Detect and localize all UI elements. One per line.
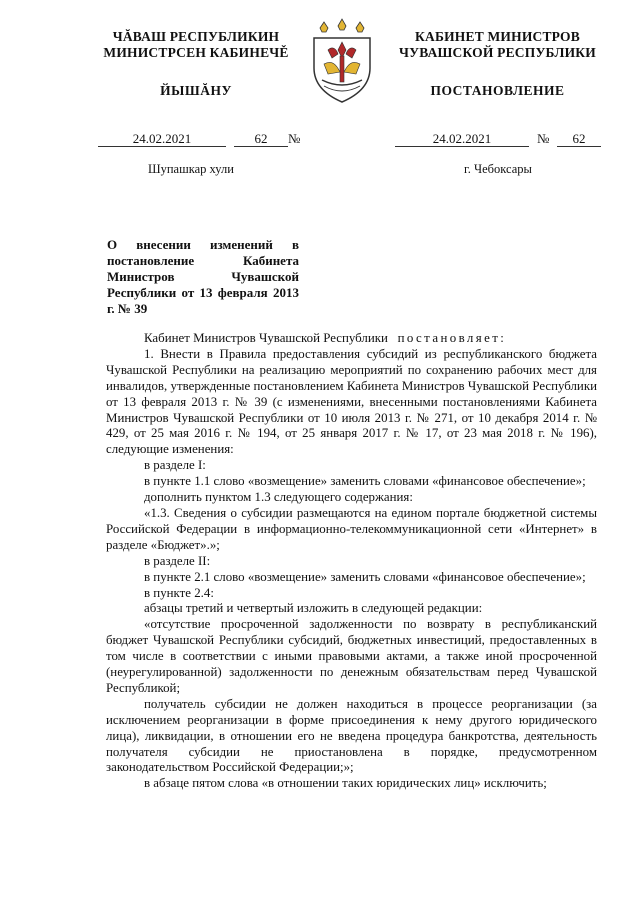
doc-type-chuvash: ЙЫШĂНУ: [160, 83, 232, 98]
body-paragraph: в разделе I:: [144, 458, 206, 473]
number-field-left: 62: [234, 131, 288, 147]
body-paragraph: в абзаце пятом слова «в отношении таких юридических лиц» исключить;: [144, 776, 547, 791]
document-body: [106, 331, 597, 792]
body-paragraph: в пункте 1.1 слово «возмещение» заменить словами «финансовое обеспечение»;: [144, 474, 586, 489]
org-name-russian-line2: ЧУВАШСКОЙ РЕСПУБЛИКИ: [399, 45, 596, 60]
date-number-line-left: [98, 131, 318, 147]
body-paragraph: в разделе II:: [144, 553, 211, 568]
document-subject: О внесении изменений в постановление Кабинета Министров Чувашской Республики от 13 февраля 2013 г. № 39: [107, 237, 299, 316]
date-field-left: 24.02.2021: [98, 131, 226, 147]
body-paragraph: получатель субсидии не должен находиться в процессе реорганизации (за исключением реорганизации в форме присоединения к нему другого юридического лица), ликвидации, в отношении его не введена процедура банкротства, деятельность получателя субсидии не приостановлена в порядке, предусмотренном законодательством Российской Федерации;»;: [106, 696, 597, 775]
body-paragraph: абзацы третий и четвертый изложить в следующей редакции:: [144, 601, 483, 616]
body-paragraph: в пункте 2.1 слово «возмещение» заменить словами «финансовое обеспечение»;: [144, 569, 586, 584]
body-paragraph: в пункте 2.4:: [144, 585, 214, 600]
number-sign-left: №: [288, 131, 301, 146]
intro-paragraph: [106, 331, 597, 347]
date-number-line-right: [395, 131, 620, 147]
body-paragraph: «1.3. Сведения о субсидии размещаются на едином портале бюджетной системы Российской Федерации в информационно-телекоммуникационной сети «Интернет» в разделе «Бюджет».»;: [106, 505, 597, 552]
intro-text: Кабинет Министров Чувашской Республики: [144, 331, 388, 345]
city-chuvash: Шупашкар хули: [148, 162, 234, 176]
number-field-right: 62: [557, 131, 601, 147]
org-name-russian-line1: КАБИНЕТ МИНИСТРОВ: [415, 29, 580, 44]
header-left: [100, 29, 292, 99]
intro-spaced-word: постановляет:: [397, 331, 507, 345]
org-name-chuvash-line1: ЧĂВАШ РЕСПУБЛИКИН: [112, 29, 280, 44]
chuvash-coat-of-arms-icon: [302, 16, 382, 110]
body-paragraph: «отсутствие просроченной задолженности по возврату в республиканский бюджет Чувашской Республики субсидий, бюджетных инвестиций, предоставленных в том числе в соответствии с иными правовыми актами, а также иной просроченной (неурегулированной) задолженности по денежным обязательствам перед Чувашской Республикой;: [106, 617, 597, 695]
body-paragraph: дополнить пунктом 1.3 следующего содержания:: [144, 490, 413, 505]
org-name-chuvash-line2: МИНИСТРСЕН КАБИНЕЧĚ: [103, 45, 289, 60]
body-paragraph: 1. Внести в Правила предоставления субсидий из республиканского бюджета Чувашской Республики на реализацию мероприятий по сохранению рабочих мест для инвалидов, утвержденные постановлением Кабинета Министров Чувашской Республики от 13 февраля 2013 г. № 39 (с изменениями, внесенными постановлениями Кабинета Министров Чувашской Республики от 10 июля 2013 г. № 271, от 10 декабря 2014 г. № 429, от 25 мая 2016 г. № 194, от 25 января 2017 г. № 17, от 23 мая 2018 г. № 196), следующие изменения:: [106, 346, 597, 457]
city-russian: г. Чебоксары: [464, 162, 532, 176]
number-sign-right: №: [537, 131, 550, 146]
header-right: [385, 29, 610, 99]
doc-type-russian: ПОСТАНОВЛЕНИЕ: [430, 83, 565, 98]
date-field-right: 24.02.2021: [395, 131, 529, 147]
